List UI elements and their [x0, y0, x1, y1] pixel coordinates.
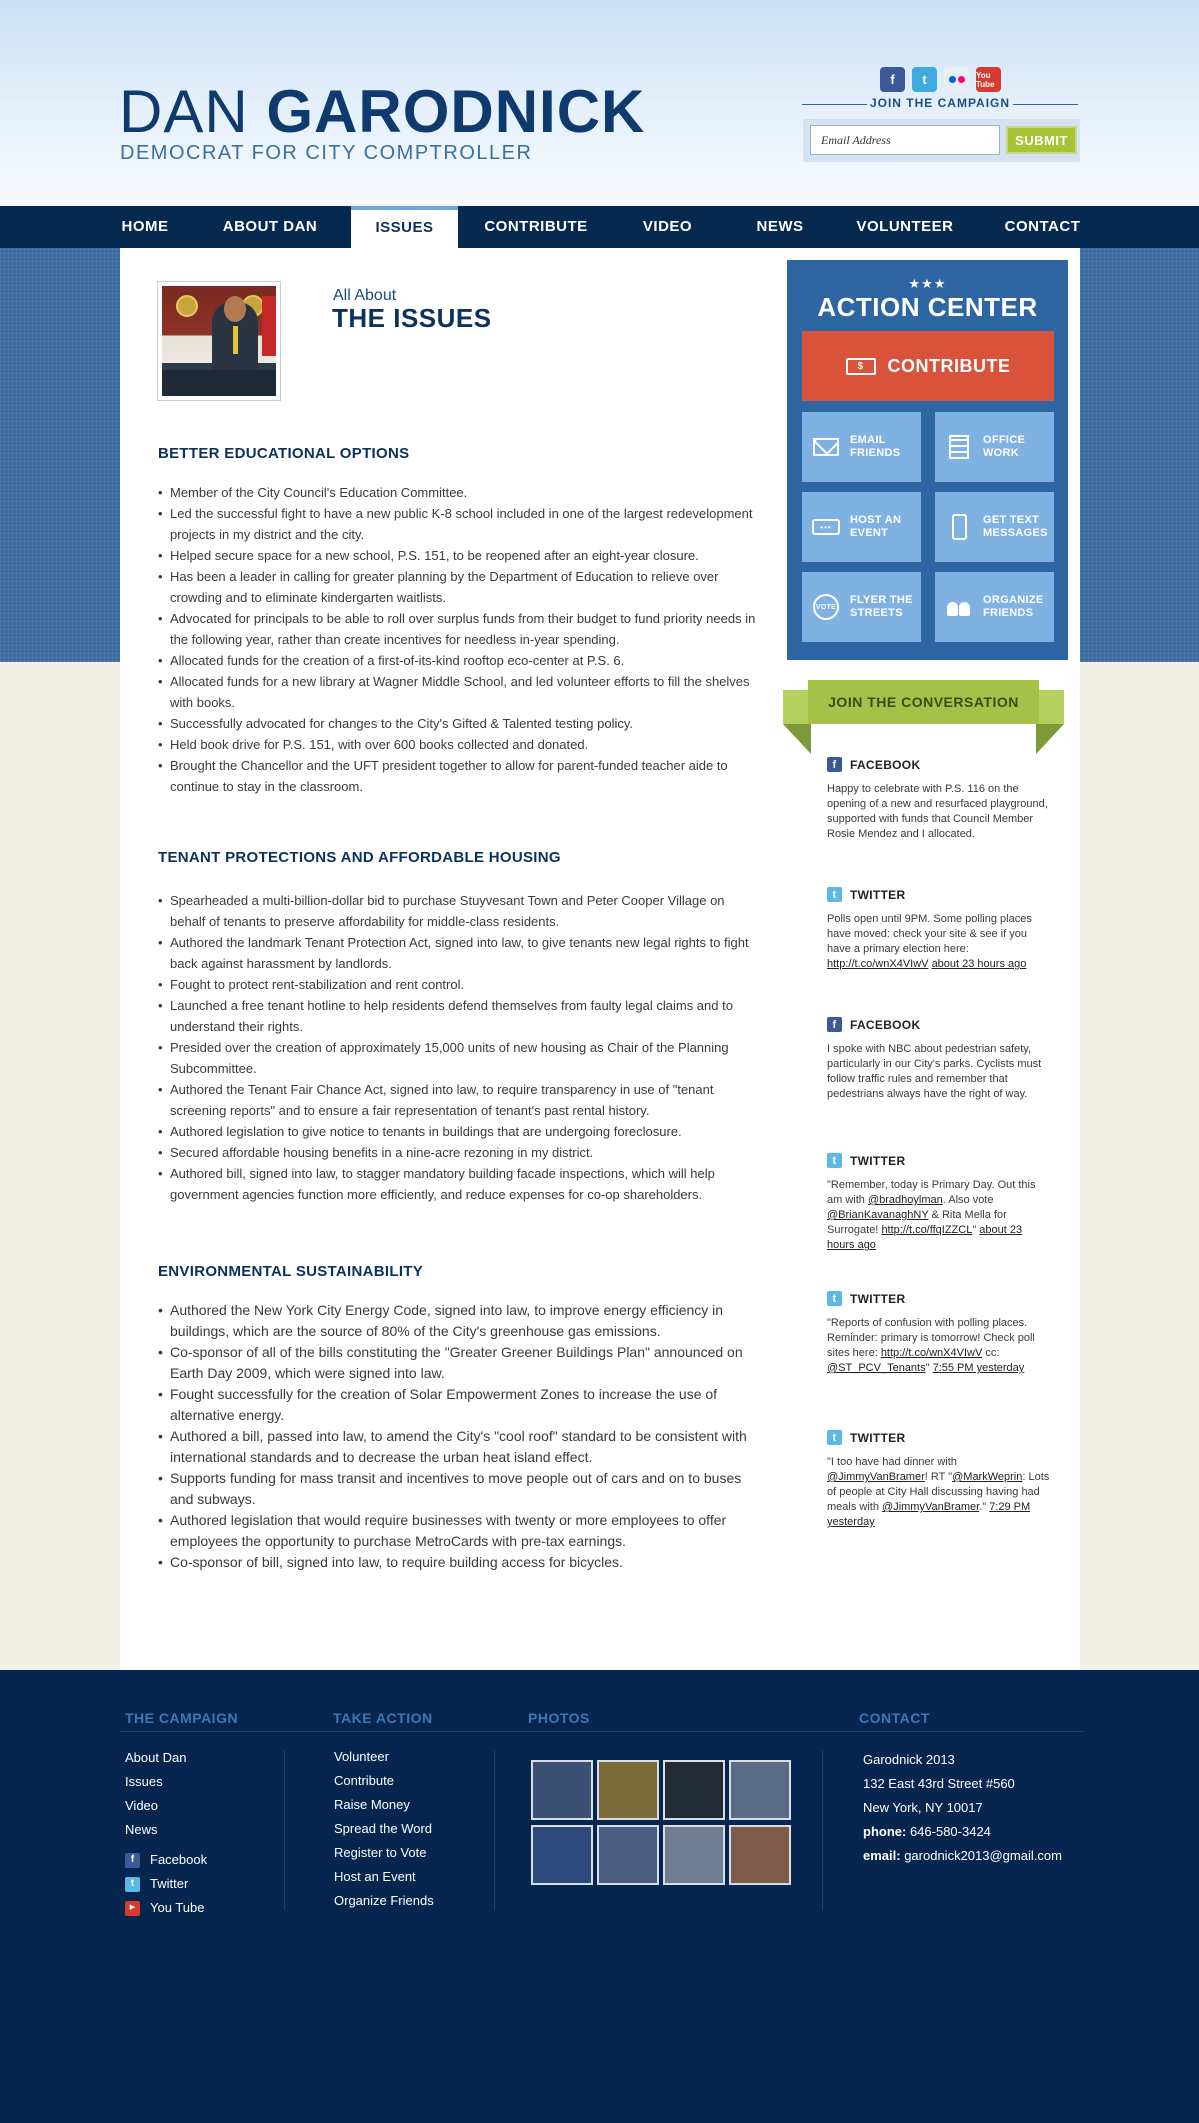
- action-center-title: ACTION CENTER: [817, 292, 1038, 322]
- youtube-icon: ▶: [125, 1901, 140, 1916]
- nav-item-video[interactable]: VIDEO: [642, 218, 693, 235]
- nav-item-contact[interactable]: CONTACT: [1004, 218, 1081, 235]
- education-list: [158, 482, 758, 797]
- seal-icon: [176, 295, 198, 317]
- post-text: ": [925, 1362, 930, 1374]
- stars-icon: ★★★: [908, 276, 947, 291]
- list-item: • Authored bill, signed into law, to stagger mandatory building facade inspections, which will help government agencies function more efficiently, and reduce expenses for co-op shareholders.: [158, 1163, 758, 1205]
- footer-link[interactable]: About Dan: [125, 1750, 187, 1765]
- candidate-photo: [157, 281, 281, 401]
- list-item: • Member of the City Council's Education Committee.: [158, 482, 758, 503]
- post-network: FACEBOOK: [850, 1017, 921, 1032]
- nav-item-issues[interactable]: ISSUES: [351, 206, 458, 248]
- join-campaign-form: [803, 119, 1080, 162]
- post-text: ! RT ": [924, 1471, 953, 1483]
- list-item: • Spearheaded a multi-billion-dollar bid to purchase Stuyvesant Town and Peter Cooper Village on behalf of tenants to preserve affordability for middle-class residents.: [158, 890, 758, 932]
- header-social-links: [880, 67, 1001, 92]
- post-text: "Reports of confusion with polling places. Reminder: primary is tomorrow! Check poll sites here:: [827, 1317, 1035, 1359]
- post-text: Happy to celebrate with P.S. 116 on the opening of a new and resurfaced playground, supported with funds that Council Member Rosie Mendez and I allocated.: [827, 783, 1048, 840]
- list-item: • Authored the landmark Tenant Protection Act, signed into law, to give tenants new legal rights to fight back against harassment by landlords.: [158, 932, 758, 974]
- footer-divider: [284, 1750, 285, 1910]
- site-header: [0, 0, 1199, 206]
- post-time[interactable]: 7:29 PM yesterday: [827, 1501, 1031, 1528]
- list-item: • Has been a leader in calling for greater planning by the Department of Education to relieve over crowding and to eliminate kindergarten waitlists.: [158, 566, 758, 608]
- photo-thumbnail[interactable]: [597, 1825, 659, 1885]
- footer-link[interactable]: Video: [125, 1798, 159, 1813]
- page-title: THE ISSUES: [332, 303, 492, 333]
- post-time[interactable]: 7:55 PM yesterday: [932, 1362, 1025, 1374]
- photo-thumbnail[interactable]: [729, 1760, 791, 1820]
- footer-title-campaign: THE CAMPAIGN: [125, 1710, 239, 1726]
- flyer-streets-tile[interactable]: [802, 572, 921, 642]
- contribute-button[interactable]: [802, 331, 1054, 401]
- photo-thumbnail[interactable]: [729, 1825, 791, 1885]
- post-text: : Lots of people at City Hall discussing having had meals with: [827, 1471, 1050, 1513]
- list-item: • Supports funding for mass transit and incentives to move people out of cars and on to buses and subways.: [158, 1468, 758, 1510]
- footer-link-label: Facebook: [150, 1852, 208, 1867]
- list-item: • Authored the New York City Energy Code, signed into law, to improve energy efficiency in buildings, which are the source of 80% of the City's greenhouse gas emissions.: [158, 1300, 758, 1342]
- list-item: • Authored legislation to give notice to tenants in buildings that are undergoing foreclosure.: [158, 1121, 758, 1142]
- post-mention[interactable]: @bradhoylman: [867, 1194, 943, 1206]
- site-footer: [0, 1670, 1199, 2123]
- list-item: • Secured affordable housing benefits in a nine-acre rezoning in my district.: [158, 1142, 758, 1163]
- action-center: [787, 260, 1068, 660]
- organize-friends-tile[interactable]: [935, 572, 1054, 642]
- footer-link[interactable]: Volunteer: [334, 1749, 389, 1764]
- facebook-icon[interactable]: f: [880, 67, 905, 92]
- footer-take-action-links: [334, 1745, 434, 1913]
- site-logo[interactable]: [119, 78, 646, 145]
- housing-list: [158, 890, 758, 1205]
- footer-link[interactable]: Spread the Word: [334, 1821, 433, 1836]
- list-item: • Launched a free tenant hotline to help residents defend themselves from faulty legal claims and to understand their rights.: [158, 995, 758, 1037]
- section-title-education: BETTER EDUCATIONAL OPTIONS: [158, 445, 410, 462]
- list-item: • Held book drive for P.S. 151, with over 600 books collected and donated.: [158, 734, 758, 755]
- post-text: I spoke with NBC about pedestrian safety, particularly in our City's parks. Cyclists must follow traffic rules and remember that pedestrians always have the right of way.: [827, 1043, 1042, 1100]
- tile-label: FLYER THE STREETS: [850, 594, 913, 619]
- list-item: • Successfully advocated for changes to the City's Gifted & Talented testing policy.: [158, 713, 758, 734]
- host-event-tile[interactable]: [802, 492, 921, 562]
- nav-item-volunteer[interactable]: VOLUNTEER: [856, 218, 954, 235]
- twitter-icon[interactable]: t: [827, 1153, 842, 1168]
- environment-list: [158, 1300, 758, 1573]
- footer-link[interactable]: News: [125, 1822, 158, 1837]
- list-item: • Brought the Chancellor and the UFT president together to allow for parent-funded teacher aide to continue to stay in the classroom.: [158, 755, 758, 797]
- photo-thumbnail[interactable]: [663, 1760, 725, 1820]
- post-mention[interactable]: @JimmyVanBramer: [882, 1501, 980, 1513]
- dollar-bill-icon: $: [846, 358, 876, 375]
- nav-item-news[interactable]: NEWS: [756, 218, 804, 235]
- post-text: .": [979, 1501, 987, 1513]
- facebook-icon[interactable]: f: [827, 757, 842, 772]
- list-item: • Fought successfully for the creation of Solar Empowerment Zones to increase the use of alternative energy.: [158, 1384, 758, 1426]
- social-post: [827, 1017, 1052, 1102]
- footer-title-photos: PHOTOS: [528, 1710, 590, 1726]
- footer-divider: [120, 1731, 1084, 1732]
- nav-item-home[interactable]: HOME: [121, 218, 169, 235]
- post-mention[interactable]: @JimmyVanBramer: [827, 1471, 925, 1483]
- post-mention[interactable]: @BrianKavanaghNY: [827, 1209, 929, 1221]
- list-item: • Co-sponsor of bill, signed into law, to require building access for bicycles.: [158, 1552, 758, 1573]
- section-title-housing: TENANT PROTECTIONS AND AFFORDABLE HOUSING: [158, 849, 561, 866]
- list-item: • Helped secure space for a new school, P.S. 151, to be reopened after an eight-year closure.: [158, 545, 758, 566]
- footer-title-take-action: TAKE ACTION: [333, 1710, 433, 1726]
- contact-phone[interactable]: 646-580-3424: [909, 1824, 991, 1839]
- footer-contact-info: [863, 1748, 1062, 1868]
- youtube-icon[interactable]: You Tube: [976, 67, 1001, 92]
- footer-link-label: You Tube: [150, 1900, 205, 1915]
- email-friends-tile[interactable]: [802, 412, 921, 482]
- list-item: • Presided over the creation of approximately 15,000 units of new housing as Chair of the Planning Subcommittee.: [158, 1037, 758, 1079]
- social-post: [827, 1291, 1052, 1376]
- site-tagline: DEMOCRAT FOR CITY COMPTROLLER: [120, 142, 533, 164]
- footer-divider: [494, 1750, 495, 1910]
- facebook-icon: f: [125, 1853, 140, 1868]
- post-text: & Rita Mella for Surrogate!: [827, 1209, 1007, 1236]
- contribute-button-label: CONTRIBUTE: [887, 355, 1011, 376]
- post-mention[interactable]: @MarkWeprin: [952, 1471, 1023, 1483]
- photo-thumbnail[interactable]: [663, 1825, 725, 1885]
- footer-divider: [822, 1750, 823, 1910]
- footer-link-label: Twitter: [150, 1876, 189, 1891]
- footer-campaign-links: [125, 1746, 207, 1920]
- facebook-icon[interactable]: f: [827, 1017, 842, 1032]
- footer-title-contact: CONTACT: [859, 1710, 930, 1726]
- vote-icon: VOTE: [812, 593, 840, 621]
- post-mention[interactable]: @ST_PCV_Tenants: [827, 1362, 926, 1374]
- tile-label: GET TEXT MESSAGES: [983, 514, 1048, 539]
- contact-email[interactable]: garodnick2013@gmail.com: [904, 1848, 1062, 1863]
- ribbon-tail: [1038, 690, 1064, 724]
- list-item: • Allocated funds for the creation of a first-of-its-kind rooftop eco-center at P.S. 6.: [158, 650, 758, 671]
- flickr-icon[interactable]: [944, 67, 969, 92]
- list-item: • Authored legislation that would require businesses with twenty or more employees to offer employees the opportunity to purchase MetroCards with pre-tax earnings.: [158, 1510, 758, 1552]
- photo-thumbnail[interactable]: [531, 1760, 593, 1820]
- list-item: • Co-sponsor of all of the bills constituting the "Greater Greener Buildings Plan" announced on Earth Day 2009, which were signed into law.: [158, 1342, 758, 1384]
- photo-thumbnail[interactable]: [597, 1760, 659, 1820]
- twitter-icon[interactable]: t: [912, 67, 937, 92]
- post-network: FACEBOOK: [850, 757, 921, 772]
- ribbon-fold: [1036, 724, 1064, 754]
- building-icon: [945, 433, 973, 461]
- post-time[interactable]: about 23 hours ago: [931, 958, 1027, 970]
- post-text: "Remember, today is Primary Day. Out this am with: [827, 1179, 1036, 1206]
- social-post: [827, 1430, 1052, 1530]
- tile-label: EMAIL FRIENDS: [850, 434, 901, 459]
- post-network: TWITTER: [850, 1291, 906, 1306]
- list-item: • Advocated for principals to be able to roll over surplus funds from their budget to fund priority needs in the following year, rather than create incentives for needless in-year spending.: [158, 608, 758, 650]
- footer-link[interactable]: Host an Event: [334, 1869, 416, 1884]
- ribbon-tail: [783, 690, 809, 724]
- submit-button[interactable]: SUBMIT: [1006, 126, 1077, 154]
- contact-city: New York, NY 10017: [863, 1800, 983, 1815]
- twitter-icon: t: [125, 1877, 140, 1892]
- logo-last-name: GARODNICK: [266, 78, 646, 145]
- twitter-icon[interactable]: t: [827, 887, 842, 902]
- post-time[interactable]: about 23 hours ago: [827, 1224, 1023, 1251]
- contact-org: Garodnick 2013: [863, 1752, 955, 1767]
- list-item: • Allocated funds for a new library at Wagner Middle School, and led volunteer efforts to fill the shelves with books.: [158, 671, 758, 713]
- tile-label: ORGANIZE FRIENDS: [983, 594, 1044, 619]
- social-post: [827, 1153, 1052, 1253]
- post-text: . Also vote: [942, 1194, 994, 1206]
- contact-street: 132 East 43rd Street #560: [863, 1776, 1015, 1791]
- footer-link[interactable]: Raise Money: [334, 1797, 410, 1812]
- ribbon-fold: [783, 724, 811, 754]
- footer-link[interactable]: Register to Vote: [334, 1845, 427, 1860]
- footer-facebook-link[interactable]: [125, 1848, 207, 1872]
- footer-link[interactable]: Issues: [125, 1774, 163, 1789]
- post-text: cc:: [985, 1347, 1000, 1359]
- contact-phone-label: phone:: [863, 1824, 907, 1839]
- page-kicker: All About: [333, 287, 397, 304]
- list-item: • Authored a bill, passed into law, to amend the City's "cool roof" standard to be consistent with international standards and to decrease the urban heat island effect.: [158, 1426, 758, 1468]
- twitter-icon[interactable]: t: [827, 1291, 842, 1306]
- phone-icon: [945, 513, 973, 541]
- post-network: TWITTER: [850, 1430, 906, 1445]
- footer-twitter-link[interactable]: [125, 1872, 207, 1896]
- office-work-tile[interactable]: [935, 412, 1054, 482]
- join-conversation-banner: JOIN THE CONVERSATION: [808, 680, 1039, 724]
- tile-label: HOST AN EVENT: [850, 514, 902, 539]
- tile-label: OFFICE WORK: [983, 434, 1026, 459]
- footer-link[interactable]: Organize Friends: [334, 1893, 434, 1908]
- people-icon: [945, 593, 973, 621]
- post-link[interactable]: http://t.co/wnX4VIwV: [827, 958, 929, 970]
- text-messages-tile[interactable]: [935, 492, 1054, 562]
- nav-item-about-dan[interactable]: ABOUT DAN: [222, 218, 318, 235]
- post-text: ": [972, 1224, 977, 1236]
- section-title-environment: ENVIRONMENTAL SUSTAINABILITY: [158, 1263, 424, 1280]
- social-post: [827, 887, 1052, 972]
- contact-email-label: email:: [863, 1848, 901, 1863]
- email-input[interactable]: [810, 125, 1000, 155]
- post-network: TWITTER: [850, 887, 906, 902]
- photo-thumbnail[interactable]: [531, 1825, 593, 1885]
- social-post: [827, 757, 1052, 842]
- nav-item-contribute[interactable]: CONTRIBUTE: [484, 218, 588, 235]
- footer-youtube-link[interactable]: [125, 1896, 207, 1920]
- ticket-icon: •••: [812, 513, 840, 541]
- list-item: • Authored the Tenant Fair Chance Act, signed into law, to require transparency in use of "tenant screening reports" and to ensure a fair representation of tenant's past rental history.: [158, 1079, 758, 1121]
- post-link[interactable]: http://t.co/ffqIZZCL: [881, 1224, 973, 1236]
- main-nav: [0, 206, 1199, 248]
- list-item: • Led the successful fight to have a new public K-8 school included in one of the largest redevelopment projects in my district and the city.: [158, 503, 758, 545]
- logo-first-name: DAN: [119, 78, 249, 145]
- post-text: Polls open until 9PM. Some polling places have moved: check your site & see if you have a primary election here:: [827, 913, 1032, 955]
- envelope-icon: [812, 433, 840, 461]
- post-text: "I too have had dinner with: [827, 1456, 957, 1468]
- footer-link[interactable]: Contribute: [334, 1773, 394, 1788]
- join-campaign-title: JOIN THE CAMPAIGN: [800, 96, 1080, 110]
- list-item: • Fought to protect rent-stabilization and rent control.: [158, 974, 758, 995]
- post-network: TWITTER: [850, 1153, 906, 1168]
- twitter-icon[interactable]: t: [827, 1430, 842, 1445]
- post-link[interactable]: http://t.co/wnX4VIwV: [880, 1347, 983, 1359]
